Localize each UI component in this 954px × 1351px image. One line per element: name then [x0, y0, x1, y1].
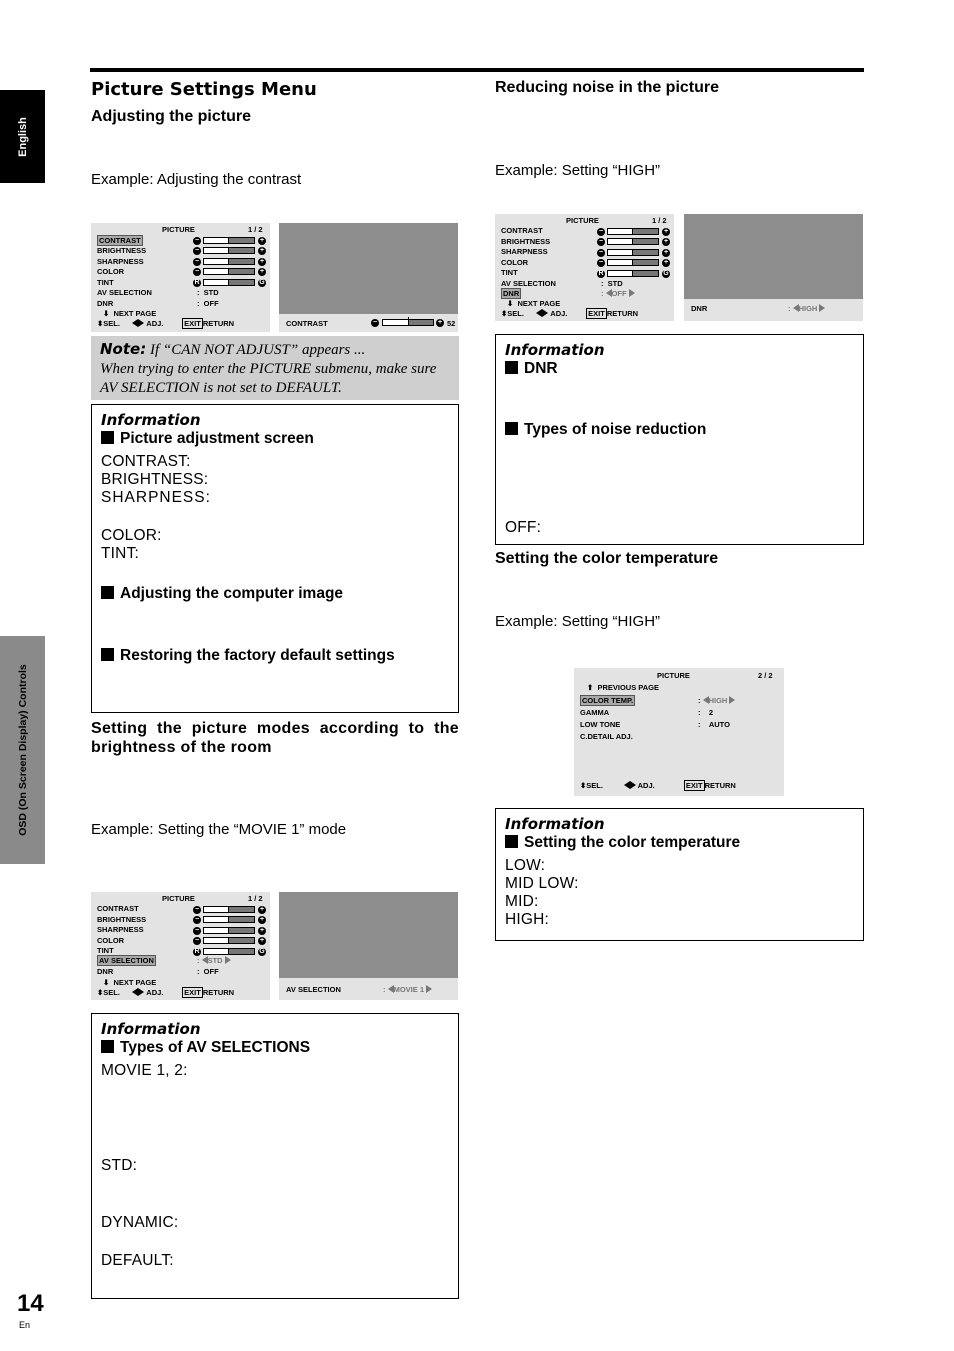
- tint-g-icon: G: [259, 948, 265, 955]
- osd-av-value: : STD: [197, 956, 231, 965]
- slider-fill: [608, 229, 633, 234]
- tint-r-icon: R: [194, 948, 200, 955]
- slider-track: [229, 259, 254, 264]
- osd-picture-menu-1: [91, 223, 270, 332]
- modes-heading: Setting the picture modes according to the brightness of the room: [91, 720, 459, 756]
- slider-fill: [204, 280, 229, 285]
- minus-icon: −: [194, 268, 200, 275]
- osd-next-page[interactable]: ⬇ NEXT PAGE: [103, 978, 157, 987]
- info-line-brightness: BRIGHTNESS:: [101, 471, 209, 488]
- osd-previous-page[interactable]: ⬆ PREVIOUS PAGE: [587, 683, 659, 692]
- osd-item-color[interactable]: COLOR: [97, 267, 125, 276]
- info-head-adjustment-screen: Picture adjustment screen: [101, 430, 449, 448]
- plus-icon: +: [259, 927, 265, 934]
- osd-next-page[interactable]: ⬇ NEXT PAGE: [507, 299, 561, 308]
- minus-icon: −: [598, 249, 604, 256]
- osd-av-value: : STD: [601, 279, 623, 288]
- slider-bar[interactable]: [203, 258, 255, 265]
- plus-icon: +: [259, 916, 265, 923]
- info-title: Information: [101, 1020, 201, 1038]
- osd-title: PICTURE: [162, 894, 195, 903]
- slider-bar[interactable]: [203, 906, 255, 913]
- slider-fill: [204, 238, 229, 243]
- info-line-tint: TINT:: [101, 545, 140, 562]
- note-lead: If “CAN NOT ADJUST” appears ...: [149, 342, 366, 358]
- slider-track: [229, 238, 254, 243]
- slider-track: [229, 917, 254, 922]
- osd-dnr-value: : OFF: [197, 299, 219, 308]
- slider-track: [633, 250, 658, 255]
- screen-strip: [279, 314, 458, 332]
- language-tab-label: English: [16, 116, 29, 157]
- page-lang-code: En: [19, 1320, 31, 1330]
- info-line-color: COLOR:: [101, 527, 162, 544]
- slider-bar[interactable]: [203, 937, 255, 944]
- osd-av-label[interactable]: AV SELECTION: [501, 279, 556, 288]
- osd-row-gamma-value: : 2: [698, 708, 714, 717]
- slider-fill: [204, 248, 229, 253]
- slider-bar[interactable]: [203, 268, 255, 275]
- osd-picture-menu-2: [91, 892, 270, 1000]
- info-line-movie: MOVIE 1, 2:: [101, 1062, 188, 1079]
- plus-icon: +: [259, 258, 265, 265]
- page-title: Picture Settings Menu: [91, 79, 317, 100]
- osd-title: PICTURE: [162, 225, 195, 234]
- info-line-dynamic: DYNAMIC:: [101, 1214, 179, 1231]
- osd-av-label[interactable]: AV SELECTION: [97, 288, 152, 297]
- osd-dnr-value: : OFF: [197, 967, 219, 976]
- slider-bar[interactable]: [203, 237, 255, 244]
- osd-row-detail-adj[interactable]: C.DETAIL ADJ.: [580, 732, 633, 741]
- screen-contrast: [279, 223, 458, 332]
- example-high-temp: Example: Setting “HIGH”: [495, 613, 661, 630]
- minus-icon: −: [598, 238, 604, 245]
- osd-dnr-label[interactable]: DNR: [97, 299, 114, 308]
- osd-page: 1 / 2: [652, 216, 667, 225]
- osd-page: 1 / 2: [248, 894, 263, 903]
- osd-item-contrast[interactable]: CONTRAST: [97, 904, 139, 913]
- noise-heading: Reducing noise in the picture: [495, 79, 720, 96]
- osd-footer: ⬍SEL. ADJ. EXIT RETURN: [580, 781, 736, 790]
- osd-item-contrast[interactable]: CONTRAST: [99, 236, 141, 245]
- slider-track: [229, 269, 254, 274]
- info-head-factory-default: Restoring the factory default settings: [101, 647, 449, 665]
- slider-track: [229, 928, 254, 933]
- slider-bar[interactable]: [607, 228, 659, 235]
- osd-row-low-tone-value: : AUTO: [698, 720, 730, 729]
- minus-icon: −: [194, 927, 200, 934]
- osd-item-brightness[interactable]: BRIGHTNESS: [97, 246, 147, 255]
- minus-icon: −: [194, 237, 200, 244]
- slider-track: [633, 239, 658, 244]
- info-line-mid: MID:: [505, 893, 539, 910]
- osd-title: PICTURE: [657, 671, 690, 680]
- info-title: Information: [101, 411, 201, 429]
- slider-fill: [204, 907, 229, 912]
- info-av-selections: [91, 1013, 459, 1299]
- slider-fill: [608, 260, 633, 265]
- example-high-dnr: Example: Setting “HIGH”: [495, 162, 661, 179]
- osd-av-value: : STD: [197, 288, 219, 297]
- tint-g-icon: G: [259, 279, 265, 286]
- osd-dnr-label[interactable]: DNR: [503, 289, 520, 298]
- osd-page: 2 / 2: [758, 671, 773, 680]
- osd-dnr-label[interactable]: DNR: [97, 967, 114, 976]
- plus-icon: +: [259, 237, 265, 244]
- example-movie: Example: Setting the “MOVIE 1” mode: [91, 821, 347, 838]
- info-dnr: [495, 334, 864, 545]
- slider-fill: [204, 259, 229, 264]
- info-line-default: DEFAULT:: [101, 1252, 174, 1269]
- screen-strip: [684, 299, 863, 321]
- info-title: Information: [505, 341, 605, 359]
- info-head-noise-types: Types of noise reduction: [505, 421, 854, 439]
- screen-av-selection: [279, 892, 458, 1000]
- minus-icon: −: [194, 258, 200, 265]
- screen-dnr: [684, 214, 863, 321]
- info-picture-adjustment: [91, 404, 459, 713]
- info-head-color-temp: Setting the color temperature: [505, 834, 854, 852]
- screen-value: : HIGH: [788, 304, 825, 313]
- plus-icon: +: [663, 238, 669, 245]
- osd-item-sharpness[interactable]: SHARPNESS: [501, 247, 548, 256]
- slider-bar[interactable]: [203, 916, 255, 923]
- screen-label: AV SELECTION: [286, 985, 341, 994]
- slider-fill: [204, 917, 229, 922]
- osd-footer: ⬍SEL. ADJ. EXIT RETURN: [97, 988, 235, 997]
- info-line-std: STD:: [101, 1157, 138, 1174]
- slider-bar[interactable]: [203, 948, 255, 955]
- osd-item-color[interactable]: COLOR: [97, 936, 125, 945]
- minus-icon: −: [372, 319, 378, 326]
- osd-page: 1 / 2: [248, 225, 263, 234]
- note-box: [91, 336, 459, 400]
- screen-value: : MOVIE 1: [383, 985, 432, 994]
- osd-item-tint[interactable]: TINT: [97, 278, 114, 287]
- slider-bar[interactable]: [607, 270, 659, 277]
- info-line-off: OFF:: [505, 519, 542, 536]
- osd-item-sharpness[interactable]: SHARPNESS: [97, 257, 144, 266]
- top-rule: [90, 68, 864, 72]
- temp-heading: Setting the color temperature: [495, 550, 719, 567]
- slider-bar[interactable]: [203, 279, 255, 286]
- plus-icon: +: [663, 228, 669, 235]
- minus-icon: −: [598, 259, 604, 266]
- plus-icon: +: [259, 906, 265, 913]
- slider-fill: [204, 938, 229, 943]
- minus-icon: −: [194, 906, 200, 913]
- screen-value: 52: [447, 319, 456, 328]
- osd-item-sharpness[interactable]: SHARPNESS: [97, 925, 144, 934]
- contrast-bar: [382, 319, 434, 326]
- minus-icon: −: [194, 916, 200, 923]
- info-head-dnr: DNR: [505, 360, 854, 378]
- screen-label: DNR: [691, 304, 708, 313]
- tint-r-icon: R: [598, 270, 604, 277]
- plus-icon: +: [259, 937, 265, 944]
- section-tab-label: OSD (On Screen Display) Controls: [16, 664, 29, 836]
- osd-next-page[interactable]: ⬇ NEXT PAGE: [103, 309, 157, 318]
- info-color-temp: [495, 808, 864, 941]
- info-line-low: LOW:: [505, 857, 546, 874]
- info-line-sharpness: SHARPNESS:: [101, 489, 211, 506]
- slider-fill: [608, 271, 633, 276]
- osd-item-contrast[interactable]: CONTRAST: [501, 226, 543, 235]
- osd-row-color-temp[interactable]: COLOR TEMP.: [582, 696, 634, 705]
- screen-strip: [279, 978, 458, 1000]
- info-line-mid-low: MID LOW:: [505, 875, 579, 892]
- info-line-contrast: CONTRAST:: [101, 453, 191, 470]
- plus-icon: +: [663, 259, 669, 266]
- slider-fill: [608, 239, 633, 244]
- page-number: 14: [17, 1290, 44, 1317]
- osd-footer: ⬍SEL. ADJ. EXIT RETURN: [97, 319, 235, 328]
- osd-picture-menu-page2: [574, 668, 784, 796]
- slider-fill: [204, 949, 229, 954]
- info-line-high: HIGH:: [505, 911, 550, 928]
- slider-track: [633, 260, 658, 265]
- osd-picture-menu-3: [495, 214, 674, 321]
- slider-bar[interactable]: [203, 927, 255, 934]
- osd-row-gamma[interactable]: GAMMA: [580, 708, 610, 717]
- note-text: When trying to enter the PICTURE submenu, make sure AV SELECTION is not set to DEFAULT.: [100, 361, 437, 396]
- slider-bar[interactable]: [607, 238, 659, 245]
- minus-icon: −: [194, 937, 200, 944]
- osd-item-tint[interactable]: TINT: [97, 946, 114, 955]
- minus-icon: −: [194, 247, 200, 254]
- tint-r-icon: R: [194, 279, 200, 286]
- slider-fill: [204, 928, 229, 933]
- slider-track: [229, 949, 254, 954]
- osd-row-color-temp-value: : HIGH: [698, 696, 735, 705]
- slider-fill: [204, 269, 229, 274]
- osd-item-color[interactable]: COLOR: [501, 258, 529, 267]
- section-tab: [0, 636, 45, 864]
- osd-row-low-tone[interactable]: LOW TONE: [580, 720, 621, 729]
- plus-icon: +: [259, 247, 265, 254]
- language-tab: [0, 90, 45, 183]
- slider-track: [229, 248, 254, 253]
- note-label: Note:: [100, 340, 147, 358]
- tint-g-icon: G: [663, 270, 669, 277]
- slider-bar[interactable]: [607, 259, 659, 266]
- minus-icon: −: [598, 228, 604, 235]
- slider-fill: [608, 250, 633, 255]
- slider-track: [229, 907, 254, 912]
- plus-icon: +: [663, 249, 669, 256]
- plus-icon: +: [259, 268, 265, 275]
- screen-label: CONTRAST: [286, 319, 328, 328]
- osd-dnr-value: : OFF: [601, 289, 635, 298]
- info-head-computer-image: Adjusting the computer image: [101, 585, 449, 603]
- plus-icon: +: [437, 319, 443, 326]
- osd-item-brightness[interactable]: BRIGHTNESS: [501, 237, 551, 246]
- osd-title: PICTURE: [566, 216, 599, 225]
- osd-footer: ⬍SEL. ADJ. EXIT RETURN: [501, 309, 639, 318]
- slider-track: [633, 271, 658, 276]
- info-title: Information: [505, 815, 605, 833]
- example-contrast: Example: Adjusting the contrast: [91, 171, 302, 188]
- slider-track: [229, 938, 254, 943]
- osd-av-label[interactable]: AV SELECTION: [99, 956, 154, 965]
- info-head-av-types: Types of AV SELECTIONS: [101, 1039, 449, 1057]
- adjusting-heading: Adjusting the picture: [91, 108, 251, 125]
- slider-track: [229, 280, 254, 285]
- osd-item-brightness[interactable]: BRIGHTNESS: [97, 915, 147, 924]
- osd-item-tint[interactable]: TINT: [501, 268, 518, 277]
- slider-bar[interactable]: [607, 249, 659, 256]
- slider-track: [633, 229, 658, 234]
- slider-bar[interactable]: [203, 247, 255, 254]
